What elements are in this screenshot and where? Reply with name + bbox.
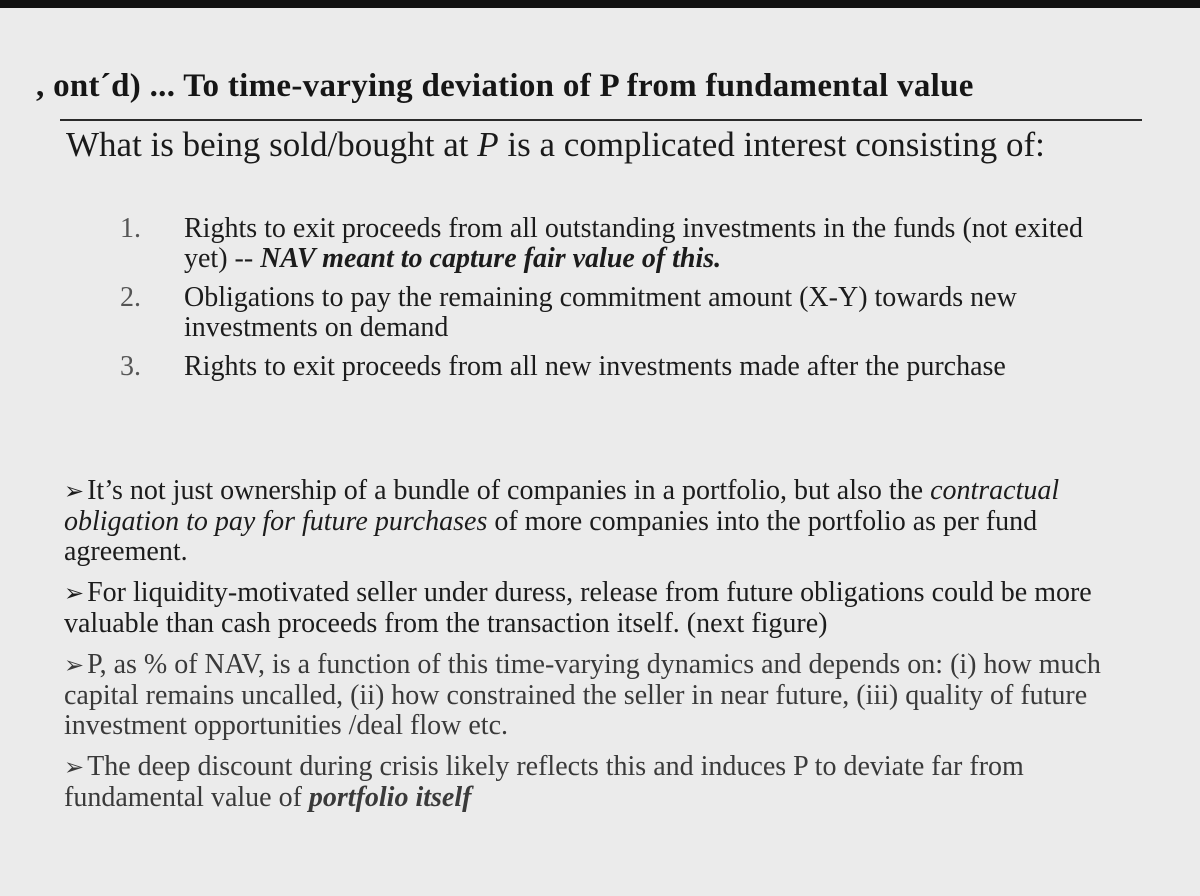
bullet-text: The deep discount during crisis likely reflects this and induces P to deviate far from fundamental value of — [64, 751, 1024, 813]
bullet-item — [64, 752, 1164, 813]
list-item-text: Obligations to pay the remaining commitment amount (X-Y) towards new investments on demand — [184, 282, 1017, 343]
list-item — [120, 214, 1120, 274]
intro-price-symbol: P — [477, 125, 499, 164]
title-divider — [60, 119, 1142, 121]
intro-text-b: is a complicated interest consisting of: — [498, 125, 1045, 164]
intro-paragraph — [66, 126, 1066, 164]
list-item-number: 1. — [120, 213, 141, 244]
list-item-text — [184, 214, 1120, 274]
list-item-number: 2. — [120, 282, 141, 313]
arrow-bullet-icon: ➢ — [64, 581, 85, 607]
bullet-text: For liquidity-motivated seller under duress, release from future obligations could be more valuable than cash proceeds from the transaction itself. (next figure) — [64, 577, 1092, 639]
slide-title: , ont´d) ... To time-varying deviation of P from fundamental value — [36, 68, 974, 104]
bullet-points — [64, 476, 1164, 824]
bullet-item — [64, 476, 1164, 567]
list-item-number: 3. — [120, 351, 141, 382]
list-item — [120, 352, 1120, 382]
list-item-plain-text: Rights to exit proceeds from all outstanding investments in the funds (not exited yet) -- — [184, 213, 1083, 274]
bullet-text: It’s not just ownership of a bundle of companies in a portfolio, but also the — [87, 475, 931, 506]
list-item-text: Rights to exit proceeds from all new investments made after the purchase — [184, 351, 1006, 382]
arrow-bullet-icon: ➢ — [64, 755, 85, 781]
list-item — [120, 283, 1120, 343]
bullet-emphasis: portfolio itself — [308, 782, 472, 813]
bullet-text: P, as % of NAV, is a function of this time-varying dynamics and depends on: (i) how much capital remains uncalled, (ii) how constrained the seller in near future, (iii) quality of future investment opportunities /deal flow etc. — [64, 649, 1101, 741]
top-border-band — [0, 0, 1200, 8]
bullet-item — [64, 578, 1164, 639]
arrow-bullet-icon: ➢ — [64, 653, 85, 679]
list-item-emphasis: NAV meant to capture fair value of this. — [260, 243, 722, 274]
arrow-bullet-icon: ➢ — [64, 479, 85, 505]
intro-text-a: What is being sold/bought at — [66, 125, 478, 164]
interest-components-list — [120, 214, 1120, 391]
bullet-text: of more companies into the portfolio as per fund agreement. — [64, 506, 1038, 567]
bullet-italic-text: contractual obligation to pay for future purchases — [64, 475, 1060, 537]
bullet-item — [64, 650, 1164, 741]
